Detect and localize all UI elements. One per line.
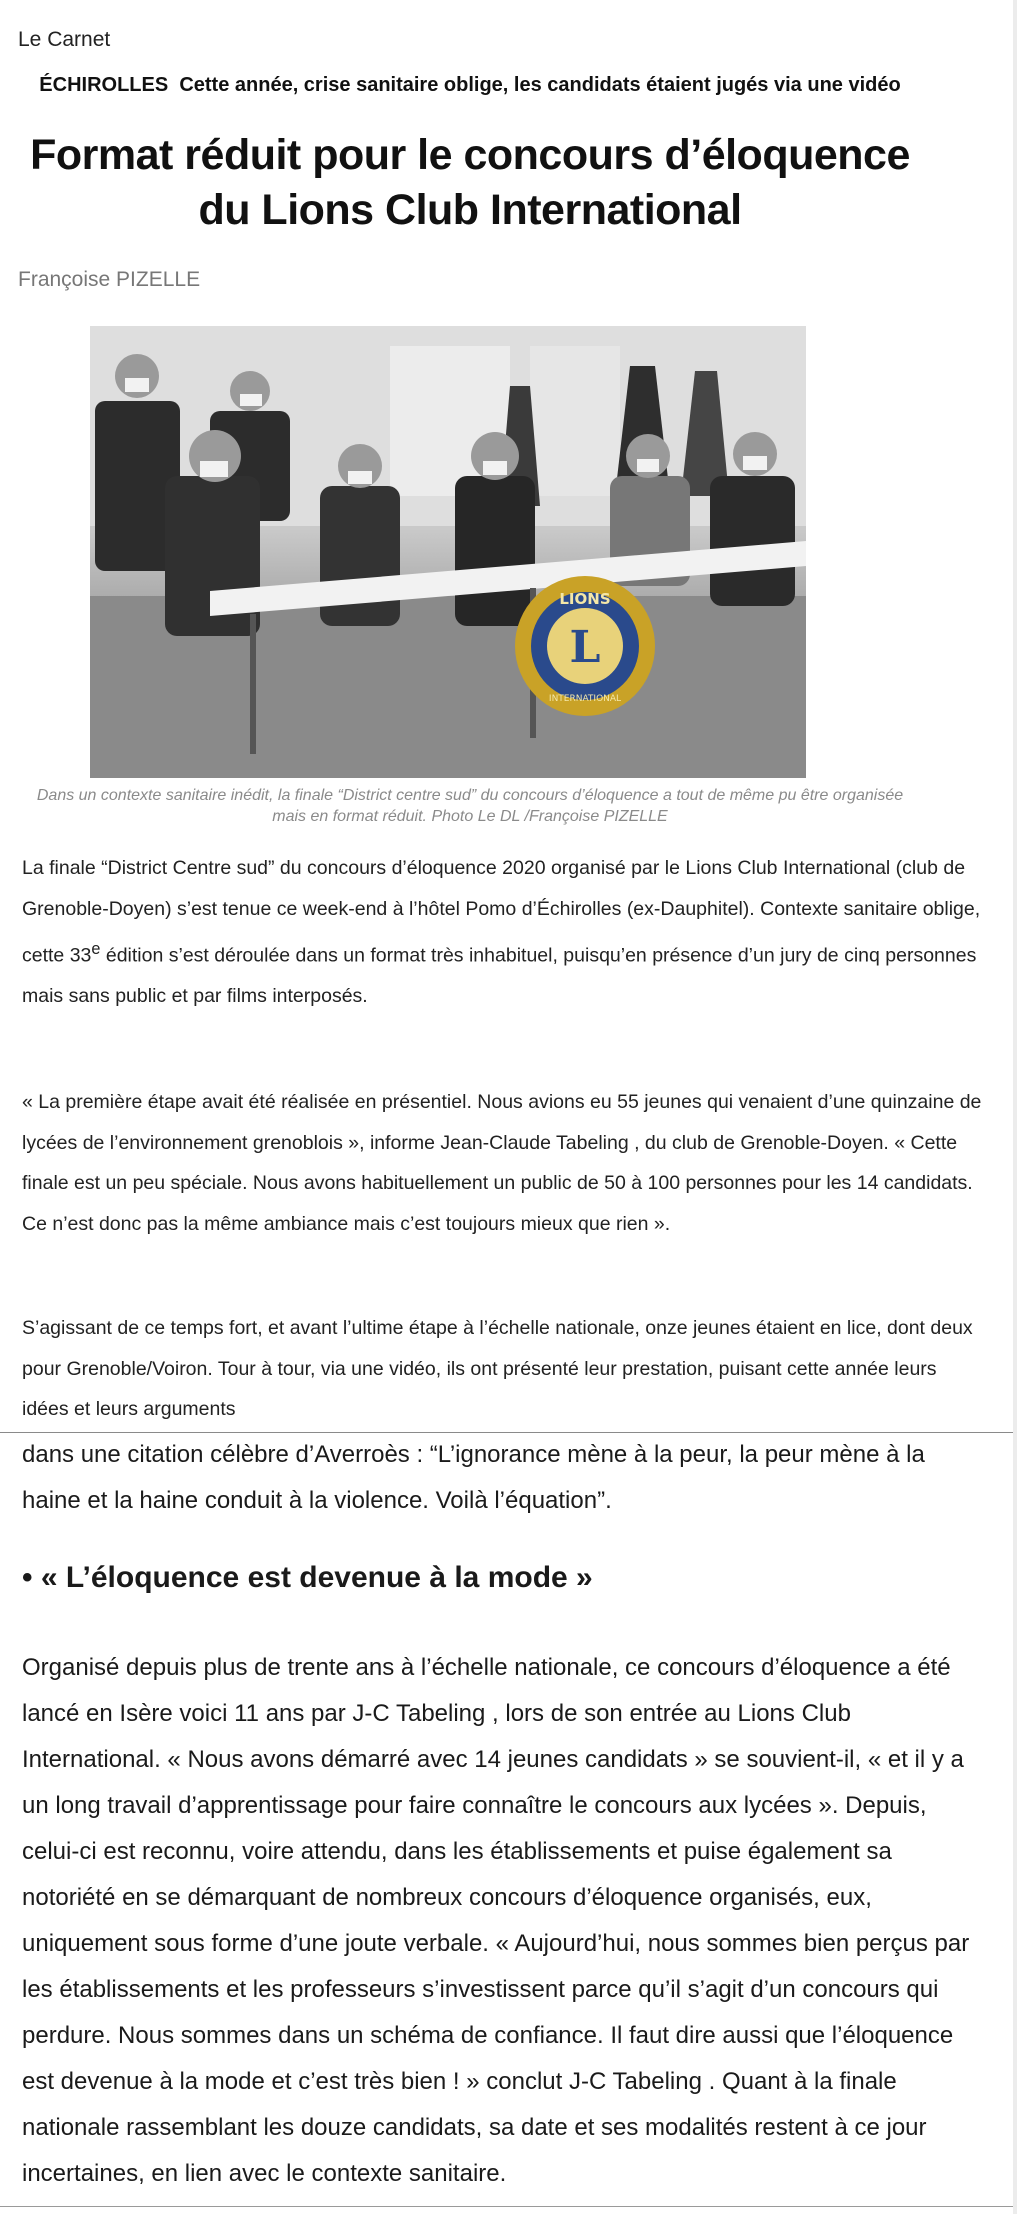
subheading: • « L’éloquence est devenue à la mode »: [22, 1561, 593, 1594]
emblem-bottom-text: INTERNATIONAL: [548, 694, 622, 704]
paragraph-5: Organisé depuis plus de trente ans à l’échelle nationale, ce concours d’éloquence a été lancé en Isère voici 11 ans par J-C Tabeling , lors de son entrée au Lions Club International. « Nous avons démarré avec 14 jeunes candidats » se souvient-il, « et il y a un long travail d’apprentissage pour faire connaître le concours aux lycées ». Depuis, celui-ci est reconnu, voire attendu, dans les établissements et puise également sa notoriété en se démarquant de nombreux concours d’éloquence organisés, eux, uniquement sous forme d’une joute verbale. « Aujourd’hui, nous sommes bien perçus par les établissements et les professeurs s’investissent parce qu’il s’agit d’un concours qui perdure. Nous sommes dans un schéma de confiance. Il faut dire aussi que l’éloquence est devenue à la mode et c’est très bien ! » conclut J-C Tabeling . Quant à la finale nationale rassemblant les douze candidats, sa date et ses modalités restent à ce jour incertaines, en lien avec le contexte sanitaire.: [22, 1654, 970, 2187]
paragraph-3: S’agissant de ce temps fort, et avant l’ultime étape à l’échelle nationale, onze jeunes étaient en lice, dont deux pour Grenoble/Voiron. Tour à tour, via une vidéo, ils ont présenté leur prestation, puisant cette année leurs idées et leurs arguments: [22, 1317, 973, 1420]
paragraph-4: dans une citation célèbre d’Averroès : “L’ignorance mène à la peur, la peur mène à la haine et la haine conduit à la violence. Voilà l’équation”.: [22, 1441, 925, 1514]
section-name: Le Carnet: [18, 28, 111, 51]
scan-bottom-edge: [0, 2206, 1017, 2207]
headline: Format réduit pour le concours d’éloquence du Lions Club International: [30, 131, 910, 234]
emblem-top-text: LIONS: [559, 590, 611, 608]
ordinal-suffix: e: [91, 940, 101, 958]
scan-right-edge: [1013, 0, 1017, 2214]
lions-emblem-icon: [515, 576, 655, 716]
paragraph-2: « La première étape avait été réalisée en présentiel. Nous avions eu 55 jeunes qui venaient d’une quinzaine de lycées de l’environnement grenoblois », informe Jean-Claude Tabeling , du club de Grenoble-Doyen. « Cette finale est un peu spéciale. Nous avons habituellement un public de 50 à 100 personnes pour les 14 candidats. Ce n’est donc pas la même ambiance mais c’est toujours mieux que rien ».: [22, 1091, 982, 1235]
photo-caption: Dans un contexte sanitaire inédit, la finale “District centre sud” du concours d’éloquence a tout de même pu être organisée mais en format réduit. Photo Le DL /Françoise PIZELLE: [36, 787, 904, 825]
kicker-text: Cette année, crise sanitaire oblige, les candidats étaient jugés via une vidéo: [179, 74, 901, 96]
paragraph-1: [22, 848, 982, 1017]
kicker-place: ÉCHIROLLES: [39, 74, 169, 96]
kicker: [20, 72, 920, 99]
article-photo: [90, 326, 806, 778]
paragraph-1-end: édition s’est déroulée dans un format très inhabituel, puisqu’en présence d’un jury de cinq personnes mais sans public et par films interposés.: [22, 944, 977, 1007]
paragraph-1-start: La finale “District Centre sud” du concours d’éloquence 2020 organisé par le Lions Club International (club de Grenoble-Doyen) s’est tenue ce week-end à l’hôtel Pomo d’Échirolles (ex-Dauphitel). Contexte sanitaire oblige, cette 33: [22, 857, 981, 967]
photo-illustration: [90, 326, 806, 778]
byline: Françoise PIZELLE: [18, 268, 201, 291]
emblem-letter: L: [569, 622, 601, 673]
